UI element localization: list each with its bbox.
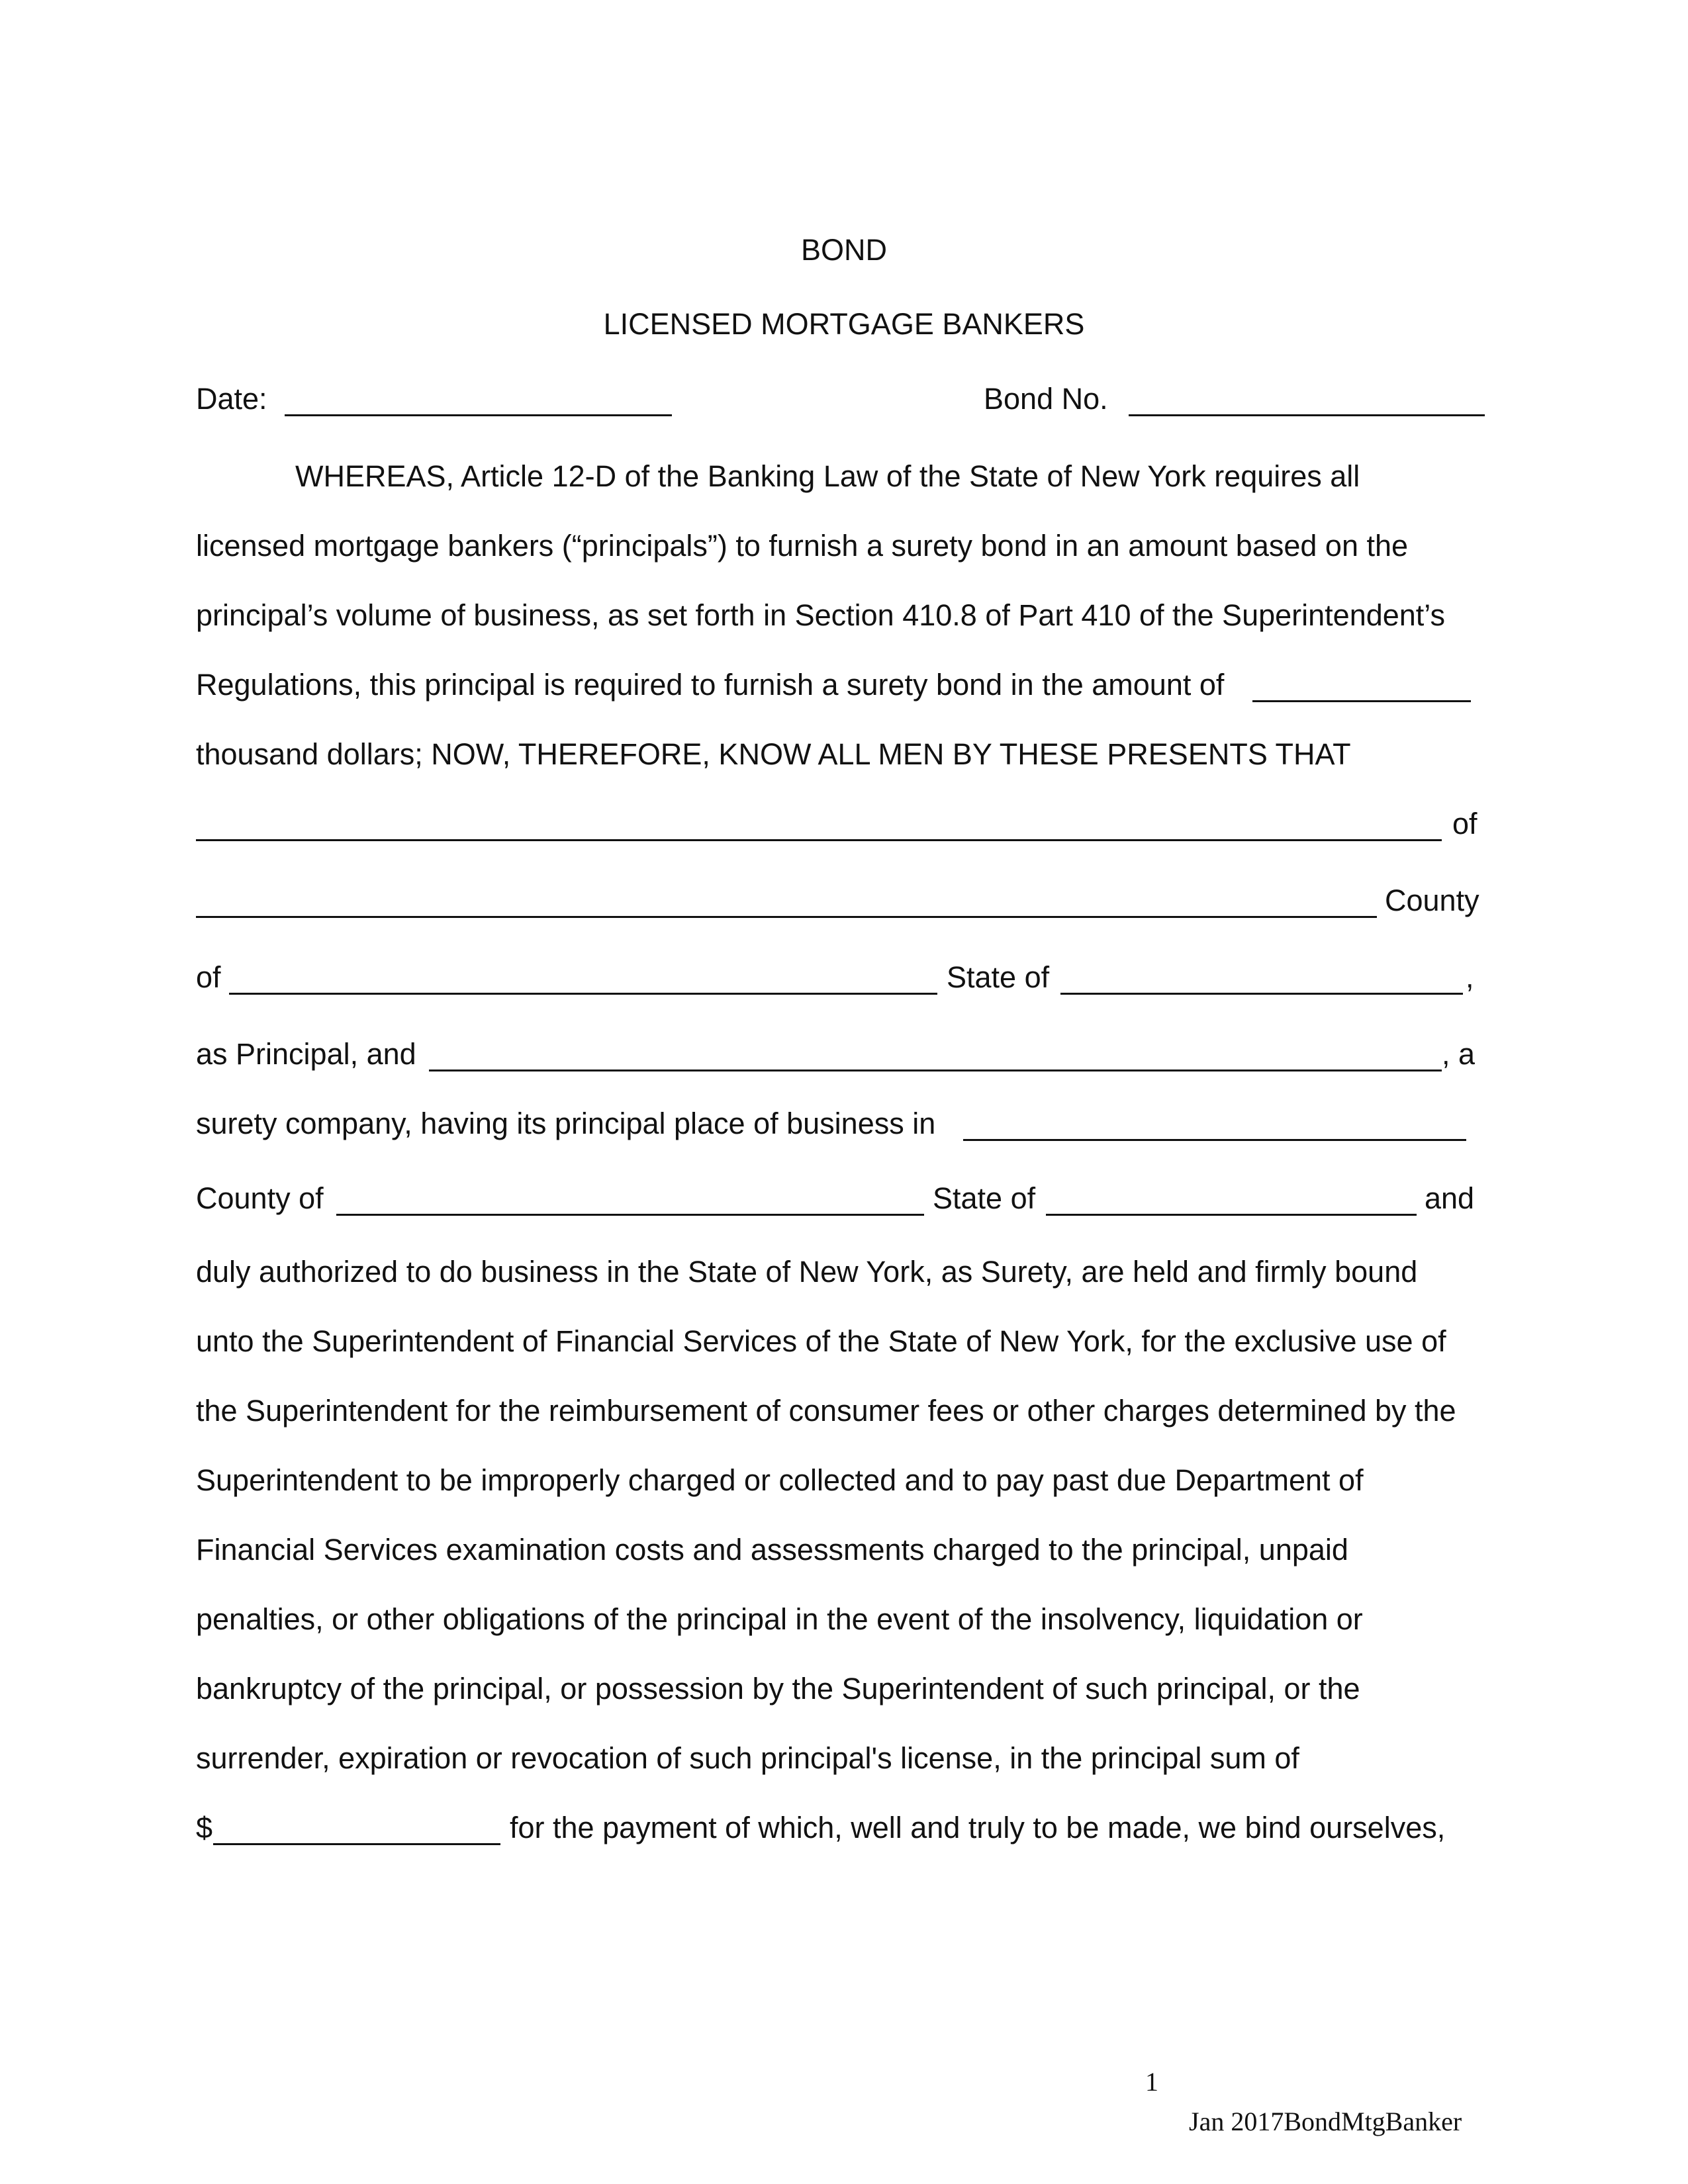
state-of-label-2: State of	[933, 1181, 1036, 1215]
comma-a-label: , a	[1442, 1037, 1476, 1071]
of-start-label: of	[196, 960, 221, 994]
body-line-16: Superintendent to be improperly charged or collected and to pay past due Department of	[196, 1463, 1364, 1497]
county-label: County	[1385, 884, 1479, 917]
principal-name-blank[interactable]	[196, 839, 1442, 841]
of-label: of	[1452, 807, 1477, 841]
date-label: Date:	[196, 382, 267, 416]
body-line-2: licensed mortgage bankers (“principals”) to furnish a surety bond in an amount based on the	[196, 529, 1409, 563]
and-label: and	[1425, 1181, 1475, 1215]
county-of-label: County of	[196, 1181, 324, 1215]
surety-company-label: surety company, having its principal place of business in	[196, 1107, 936, 1140]
surety-county-blank[interactable]	[336, 1214, 924, 1216]
document-subtitle: LICENSED MORTGAGE BANKERS	[603, 307, 1085, 341]
body-line-19: bankruptcy of the principal, or possession by the Superintendent of such principal, or the	[196, 1672, 1360, 1706]
body-line-5: thousand dollars; NOW, THEREFORE, KNOW ALL MEN BY THESE PRESENTS THAT	[196, 737, 1351, 771]
principal-county-blank[interactable]	[229, 993, 937, 995]
body-line-1: WHEREAS, Article 12-D of the Banking Law of the State of New York requires all	[295, 459, 1360, 493]
body-line-21: for the payment of which, well and truly to be made, we bind ourselves,	[510, 1811, 1446, 1844]
surety-name-blank[interactable]	[429, 1069, 1442, 1071]
surety-state-blank[interactable]	[1046, 1214, 1417, 1216]
body-line-4: Regulations, this principal is required to furnish a surety bond in the amount of	[196, 668, 1225, 702]
document-code: Jan 2017BondMtgBanker	[1189, 2107, 1462, 2136]
state-of-label: State of	[947, 960, 1050, 994]
comma-label: ,	[1466, 960, 1474, 994]
bond-no-label: Bond No.	[984, 382, 1108, 416]
principal-sum-blank[interactable]	[213, 1843, 500, 1845]
surety-place-blank[interactable]	[963, 1139, 1466, 1141]
body-line-18: penalties, or other obligations of the principal in the event of the insolvency, liquidation or	[196, 1602, 1363, 1636]
page-number: 1	[1145, 2067, 1158, 2097]
date-blank[interactable]	[285, 414, 672, 416]
body-line-3: principal’s volume of business, as set forth in Section 410.8 of Part 410 of the Superintendent’s	[196, 598, 1445, 632]
as-principal-label: as Principal, and	[196, 1037, 416, 1071]
bond-no-blank[interactable]	[1129, 414, 1485, 416]
amount-thousands-blank[interactable]	[1252, 700, 1471, 702]
body-line-15: the Superintendent for the reimbursement of consumer fees or other charges determined by the	[196, 1394, 1456, 1428]
body-line-13: duly authorized to do business in the State of New York, as Surety, are held and firmly bound	[196, 1255, 1418, 1289]
body-line-20: surrender, expiration or revocation of such principal's license, in the principal sum of	[196, 1741, 1299, 1775]
body-line-17: Financial Services examination costs and assessments charged to the principal, unpaid	[196, 1533, 1348, 1567]
dollar-sign: $	[196, 1811, 213, 1844]
principal-state-blank[interactable]	[1060, 993, 1463, 995]
principal-address-blank[interactable]	[196, 916, 1377, 918]
body-line-14: unto the Superintendent of Financial Services of the State of New York, for the exclusive use of	[196, 1324, 1446, 1358]
document-title: BOND	[800, 233, 887, 267]
